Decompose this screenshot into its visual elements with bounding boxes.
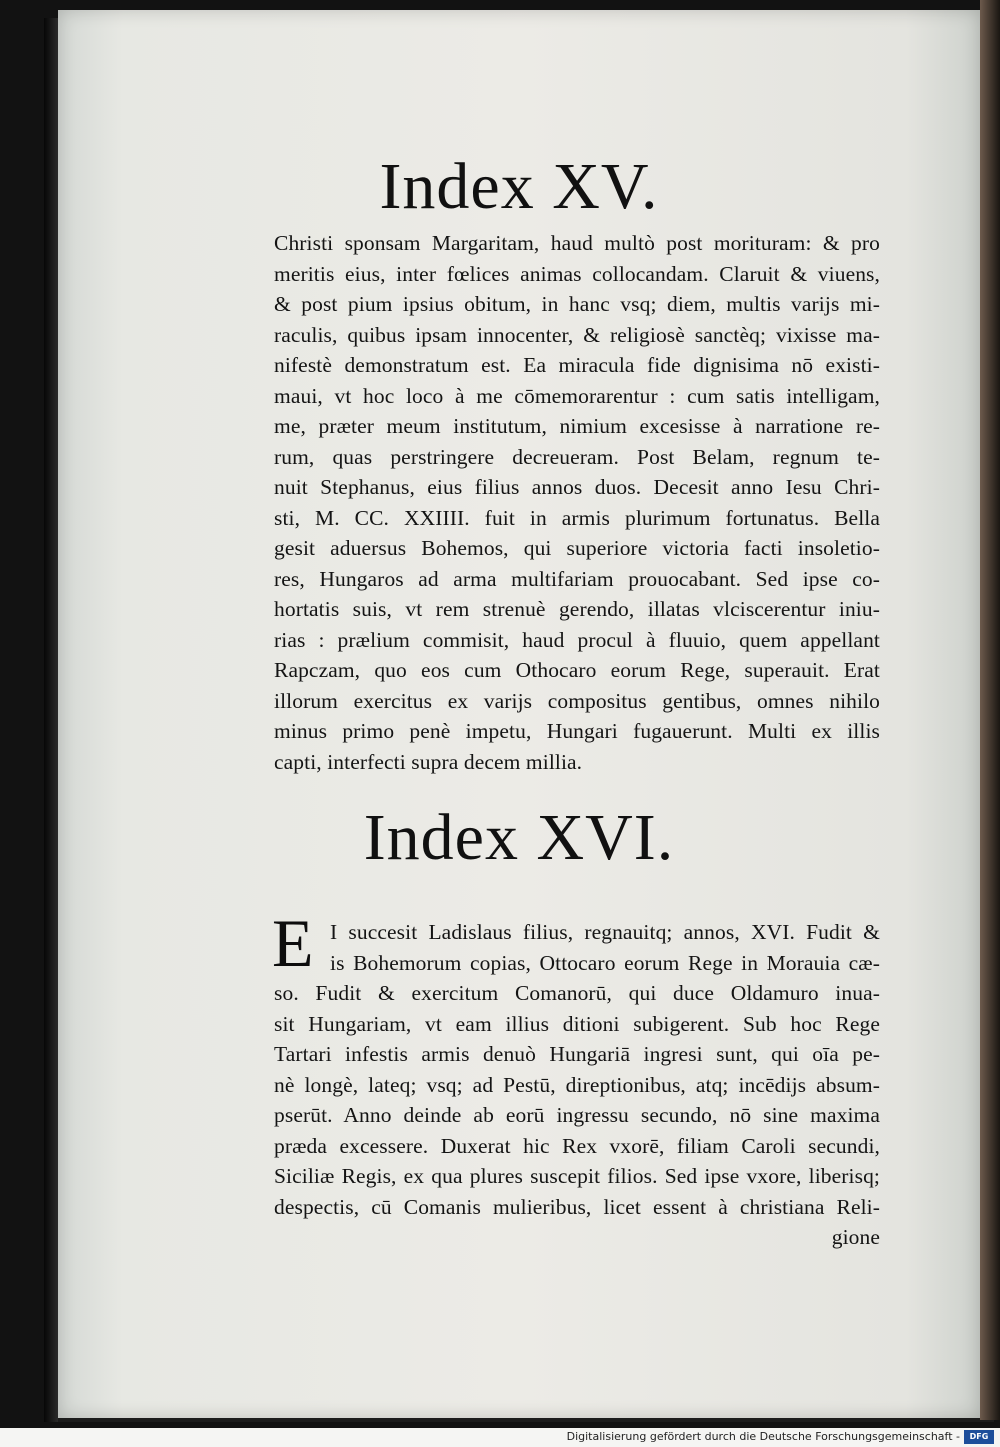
- text-line: gione: [831, 1225, 880, 1249]
- text-line: capti, interfecti supra decem millia.: [274, 749, 583, 774]
- dfg-logo: DFG: [964, 1430, 994, 1444]
- text-line: nuit Stephanus, eius filius annos duos. Decesit anno Iesu Chri-: [274, 475, 880, 499]
- text-line: maui, vt hoc loco à me cōmemorarentur : cum satis intelligam,: [274, 383, 880, 408]
- text-line: rum, quas perstringere decreueram. Post Belam, regnum te-: [274, 444, 880, 469]
- text-line: meritis eius, inter fœlices animas collocandam. Claruit & viuens,: [274, 261, 880, 286]
- text-line: gesit aduersus Bohemos, qui superiore victoria facti insoletio-: [274, 536, 880, 560]
- book-edge: [980, 0, 1000, 1420]
- text-line: Christi sponsam Margaritam, haud multò post morituram: & pro: [274, 231, 880, 255]
- text-line: hortatis suis, vt rem strenuè gerendo, illatas vlciscerentur iniu-: [274, 597, 880, 621]
- text-line: & post pium ipsius obitum, in hanc vsq; diem, multis varijs mi-: [274, 292, 880, 316]
- section-heading-xv: Index XV.: [379, 150, 659, 223]
- text-line: sti, M. CC. XXIIII. fuit in armis plurimum fortunatus. Bella: [274, 505, 880, 530]
- text-line: nè longè, lateq; vsq; ad Pestū, direptionibus, atq; incēdijs absum-: [274, 1072, 880, 1097]
- text-line: rias : prælium commisit, haud procul à fluuio, quem appellant: [274, 627, 880, 652]
- funding-note: Digitalisierung gefördert durch die Deutsche Forschungsgemeinschaft -: [566, 1430, 960, 1443]
- text-line: præda excessere. Duxerat hic Rex vxorē, filiam Caroli secundi,: [274, 1133, 880, 1158]
- text-line: minus primo penè impetu, Hungari fugauerunt. Multi ex illis: [274, 719, 880, 743]
- text-line: Siciliæ Regis, ex qua plures suscepit filios. Sed ipse vxore, liberisq;: [274, 1164, 880, 1188]
- text-line: illorum exercitus ex varijs compositus gentibus, omnes nihilo: [274, 688, 880, 713]
- section-heading-xvi: Index XVI.: [363, 801, 675, 874]
- text-line: nifestè demonstratum est. Ea miracula fide dignisima nō existi-: [274, 353, 880, 377]
- text-line: sit Hungariam, vt eam illius ditioni subigerent. Sub hoc Rege: [274, 1011, 880, 1036]
- text-line: pserūt. Anno deinde ab eorū ingressu secundo, nō sine maxima: [274, 1103, 880, 1127]
- text-block-xvi: [274, 917, 880, 1253]
- binding-edge: [44, 18, 58, 1422]
- text-line: me, præter meum institutum, nimium excesisse à narratione re-: [274, 414, 880, 438]
- footer-bar: [0, 1428, 1000, 1447]
- text-line: is Bohemorum copias, Ottocaro eorum Rege in Morauia cæ-: [330, 950, 880, 975]
- text-block-xv: [274, 228, 880, 777]
- text-line: despectis, cū Comanis mulieribus, licet essent à christiana Reli-: [274, 1194, 880, 1219]
- text-line: res, Hungaros ad arma multifariam prouocabant. Sed ipse co-: [274, 566, 880, 591]
- text-line: Tartari infestis armis denuò Hungariā ingresi sunt, qui oīa pe-: [274, 1042, 880, 1066]
- text-line: Rapczam, quo eos cum Othocaro eorum Rege, superauit. Erat: [274, 658, 880, 682]
- text-line: raculis, quibus ipsam innocenter, & religiosè sanctèq; vixisse ma-: [274, 322, 880, 347]
- text-line: I succesit Ladislaus filius, regnauitq; annos, XVI. Fudit &: [330, 920, 880, 944]
- text-line: so. Fudit & exercitum Comanorū, qui duce Oldamuro inua-: [274, 981, 880, 1005]
- drop-cap: E: [272, 905, 314, 981]
